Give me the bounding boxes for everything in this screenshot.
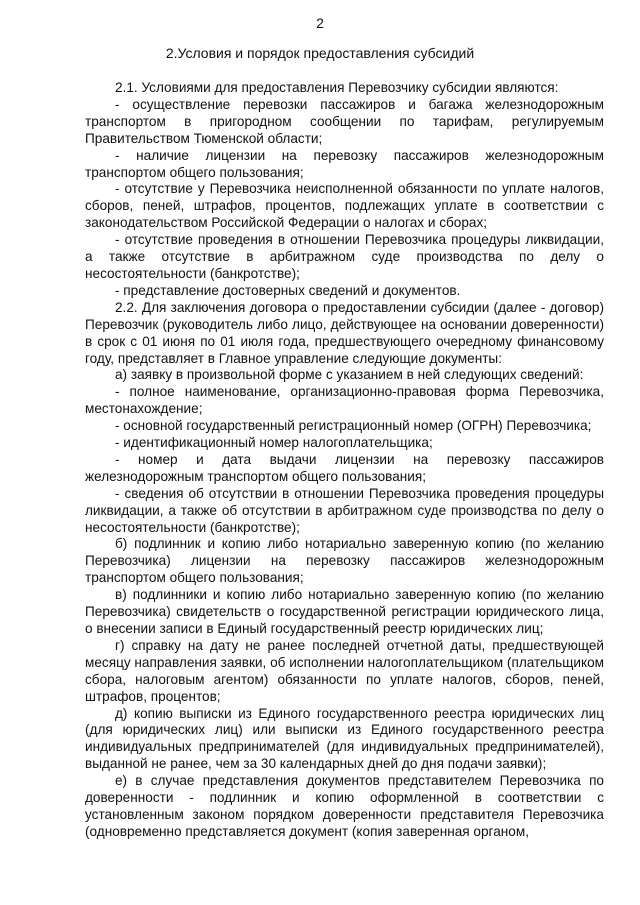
paragraph-2-1: 2.1. Условиями для предоставления Перевозчику субсидии являются: <box>115 80 559 95</box>
condition-reliable-docs: - представление достоверных сведений и документов. <box>115 282 461 298</box>
condition-license: - наличие лицензии на перевозку пассажиров железнодорожным транспортом общего пользования; <box>85 147 604 180</box>
application-ogrn: - основной государственный регистрационный номер (ОГРН) Перевозчика; <box>115 418 592 434</box>
application-license-number: - номер и дата выдачи лицензии на перевозку пассажиров железнодорожным транспортом общего пользования; <box>85 451 604 484</box>
item-v-registration-copy: в) подлинники и копию либо нотариально заверенную копию (по желанию Перевозчика) свидетельств о государственной регистрации юридического лица, о внесении записи в Единый государственный реестр юридических лиц; <box>85 587 604 636</box>
item-g-tax-certificate: г) справку на дату не ранее последней отчетной даты, предшествующей месяцу направления заявки, об исполнении налогоплательщиком (плательщиком сбора, налоговым агентом) обязанности по уплате налогов, сборов, пеней, штрафов, процентов; <box>85 637 604 704</box>
application-inn: - идентификационный номер налогоплательщика; <box>115 435 433 451</box>
condition-no-liquidation: - отсутствие проведения в отношении Перевозчика процедуры ликвидации, а также отсутствие в арбитражном суде производства по делу о несостоятельности (банкротстве); <box>85 232 604 281</box>
page-number: 2 <box>316 15 324 31</box>
paragraph-2-2: 2.2. Для заключения договора о предоставлении субсидии (далее - договор) Перевозчик (руководитель либо лицо, действующее на основании доверенности) в срок с 01 июня по 01 июля года, предшествующего очередному финансовому году, представляет в Главное управление следующие документы: <box>85 299 604 366</box>
application-full-name: - полное наименование, организационно-правовая форма Перевозчика, местонахождение; <box>85 384 604 417</box>
condition-no-tax-debt: - отсутствие у Перевозчика неисполненной обязанности по уплате налогов, сборов, пеней, штрафов, процентов, подлежащих уплате в соответствии с законодательством Российской Федерации о налогах и сборах; <box>85 181 604 231</box>
application-no-liquidation: - сведения об отсутствии в отношении Перевозчика проведения процедуры ликвидации, а также об отсутствии в арбитражном суде производства по делу о несостоятельности (банкротстве); <box>85 485 604 535</box>
condition-transport: - осуществление перевозки пассажиров и багажа железнодорожным транспортом в пригородном сообщении по тарифам, регулируемым Правительством Тюменской области; <box>85 96 604 146</box>
item-a-application: а) заявку в произвольной форме с указанием в ней следующих сведений: <box>115 367 584 383</box>
section-title: 2.Условия и порядок предоставления субсидий <box>165 45 475 61</box>
item-e-power-of-attorney: е) в случае представления документов представителем Перевозчика по доверенности - подлинник и копию оформленной в соответствии с установленным законом порядком доверенности представителя Перевозчика (одновременно представляется документ (копия заверенная органом, <box>85 773 604 839</box>
item-b-license-copy: б) подлинник и копию либо нотариально заверенную копию (по желанию Перевозчика) лицензии на перевозку пассажиров железнодорожным транспортом общего пользования; <box>85 536 604 586</box>
document-body <box>85 80 604 841</box>
item-d-registry-extract: д) копию выписки из Единого государственного реестра юридических лиц (для юридических лиц) или выписки из Единого государственного реестра индивидуальных предпринимателей (для индивидуальных предпринимателей), выданной не ранее, чем за 30 календарных дней до дня подачи заявки); <box>85 705 604 772</box>
